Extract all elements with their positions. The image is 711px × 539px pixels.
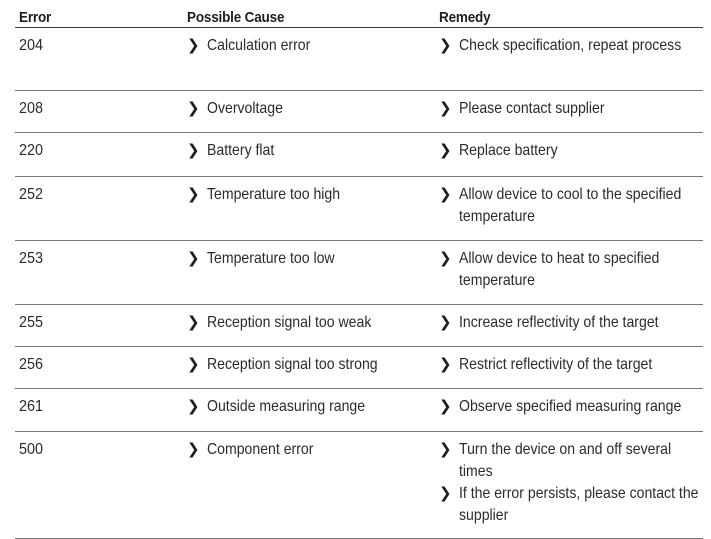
error-code: 261 [19,398,44,415]
error-code: 208 [19,100,44,117]
chevron-right-icon: ❯ [187,314,200,331]
chevron-right-icon: ❯ [439,441,452,458]
table-row [15,133,703,177]
remedy-list [439,396,703,418]
chevron-right-icon: ❯ [439,100,452,117]
chevron-right-icon: ❯ [439,485,452,502]
cause-item: ❯ Component error [187,439,437,461]
remedy-item: ❯ Check specification, repeat process [439,35,703,57]
remedy-list [439,439,703,527]
error-code: 256 [19,356,44,373]
chevron-right-icon: ❯ [439,398,452,415]
chevron-right-icon: ❯ [187,186,200,203]
error-code: 220 [19,142,44,159]
remedy-item: ❯ Allow device to heat to specified temperature [439,250,660,289]
remedy-item: ❯ Increase reflectivity of the target [439,312,703,334]
chevron-right-icon: ❯ [187,142,200,159]
error-code: 252 [19,186,44,203]
error-code: 255 [19,314,44,331]
remedy-item: ❯ Observe specified measuring range [439,396,703,418]
table-row [15,305,703,347]
table-header [15,5,703,28]
cause-item: ❯ Reception signal too weak [187,312,437,334]
table-row [15,241,703,305]
cause-list [187,184,437,206]
chevron-right-icon: ❯ [187,356,200,373]
cause-item: ❯ Reception signal too strong [187,354,437,376]
cause-item: ❯ Outside measuring range [187,396,437,418]
cause-list [187,312,437,334]
chevron-right-icon: ❯ [439,37,452,54]
chevron-right-icon: ❯ [187,250,200,267]
remedy-item: ❯ Turn the device on and off several times [439,441,672,480]
remedy-list [439,248,703,292]
chevron-right-icon: ❯ [187,441,200,458]
remedy-item: ❯ Allow device to cool to the specified temperature [439,186,682,225]
cause-item: ❯ Temperature too high [187,184,437,206]
header-possible-cause: Possible Cause [187,9,285,26]
table-row [15,28,703,91]
table-row [15,91,703,133]
chevron-right-icon: ❯ [439,186,452,203]
remedy-item: ❯ If the error persists, please contact the supplier [439,485,699,524]
table-row [15,347,703,389]
cause-item: ❯ Battery flat [187,140,437,162]
header-error: Error [19,9,52,26]
cause-list [187,439,437,461]
header-remedy: Remedy [439,9,491,26]
remedy-item: ❯ Restrict reflectivity of the target [439,354,703,376]
chevron-right-icon: ❯ [187,398,200,415]
chevron-right-icon: ❯ [439,314,452,331]
cause-item: ❯ Calculation error [187,35,437,57]
cause-list [187,354,437,376]
remedy-item: ❯ Please contact supplier [439,98,703,120]
remedy-list [439,184,703,228]
cause-list [187,248,437,270]
cause-list [187,396,437,418]
remedy-list [439,312,703,334]
remedy-list [439,354,703,376]
cause-list [187,35,437,57]
table-row [15,177,703,241]
remedy-list [439,35,703,57]
table-row [15,389,703,432]
chevron-right-icon: ❯ [187,37,200,54]
remedy-list [439,98,703,120]
error-table [15,5,703,539]
error-code: 253 [19,250,44,267]
chevron-right-icon: ❯ [439,250,452,267]
error-code: 204 [19,37,44,54]
table-row [15,432,703,539]
remedy-list [439,140,703,162]
chevron-right-icon: ❯ [439,142,452,159]
remedy-item: ❯ Replace battery [439,140,703,162]
chevron-right-icon: ❯ [187,100,200,117]
cause-list [187,140,437,162]
cause-item: ❯ Temperature too low [187,248,437,270]
cause-item: ❯ Overvoltage [187,98,437,120]
cause-list [187,98,437,120]
chevron-right-icon: ❯ [439,356,452,373]
error-code: 500 [19,441,44,458]
